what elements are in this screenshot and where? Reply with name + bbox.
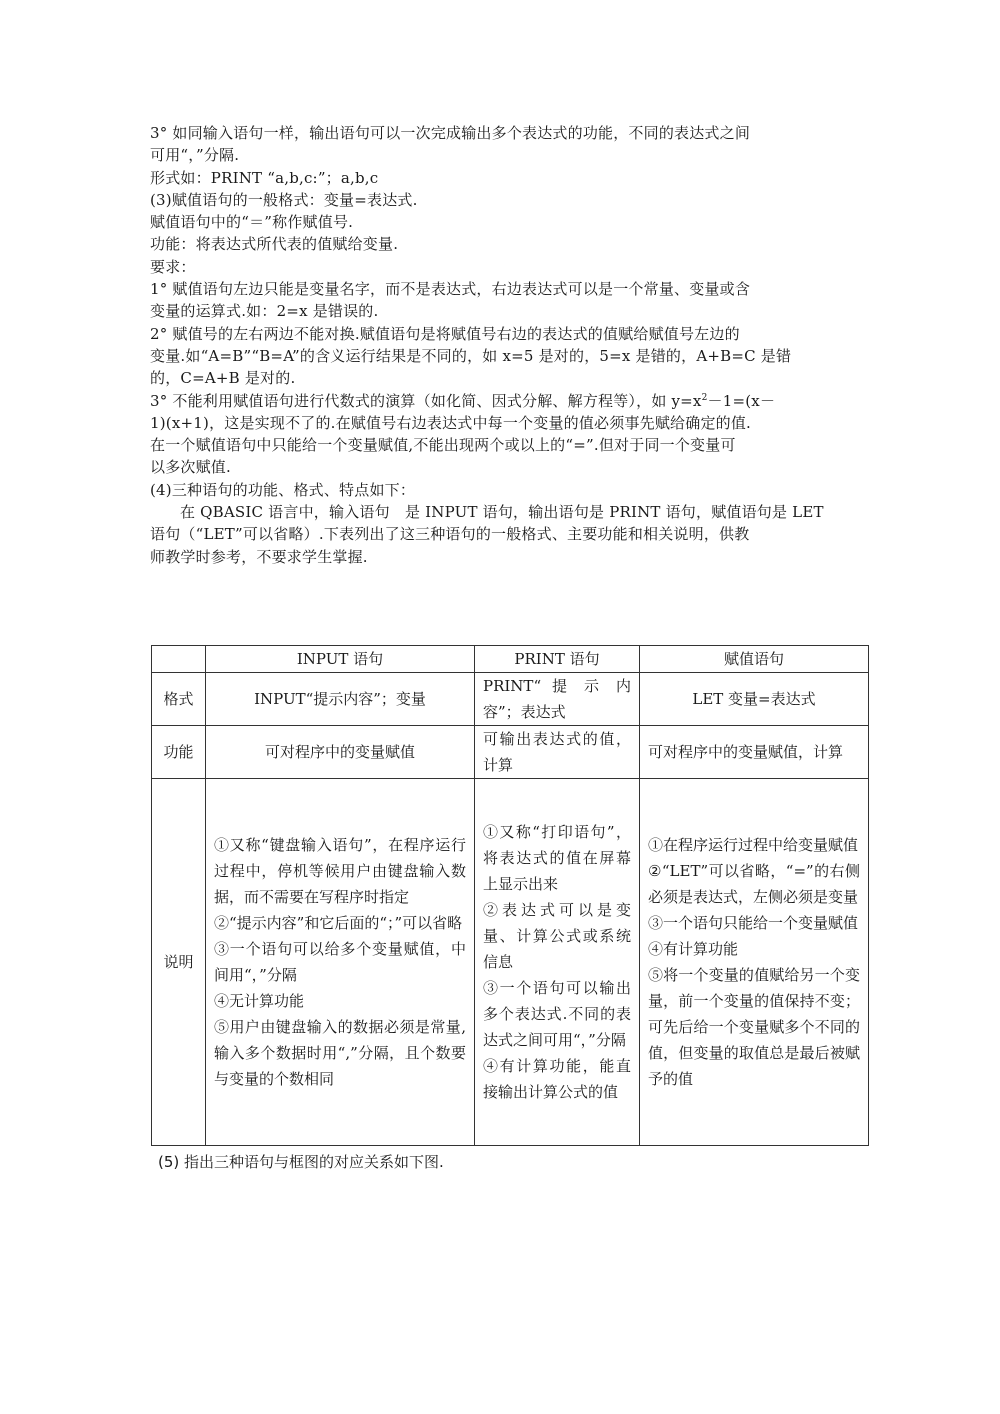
note-item: ①又称“键盘输入语句”，在程序运行过程中，停机等候用户由键盘输入数据，而不需要在写程序时指定 — [214, 836, 466, 906]
table-header-cell: PRINT 语句 — [475, 646, 640, 673]
table-row — [152, 726, 869, 779]
paragraph: 师教学时参考，不要求学生掌握. — [150, 547, 368, 566]
row-label: 功能 — [152, 726, 206, 779]
table-cell: PRINT“ 提 示 内容”；表达式 — [475, 673, 640, 726]
table-row — [152, 673, 869, 726]
superscript: 2 — [701, 392, 708, 403]
paragraph — [150, 390, 870, 412]
table-cell: 可输出表达式的值，计算 — [475, 726, 640, 779]
paragraph: 赋值语句中的“＝”称作赋值号. — [150, 213, 354, 232]
note-item: ④无计算功能 — [214, 992, 305, 1010]
row-label: 格式 — [152, 673, 206, 726]
paragraph: 变量的运算式.如：2=x 是错误的. — [150, 302, 379, 321]
table-cell — [640, 779, 869, 1146]
note-item: ②“提示内容”和它后面的“；”可以省略 — [214, 914, 463, 932]
table-cell: 可对程序中的变量赋值，计算 — [640, 726, 869, 779]
table-header-cell: 赋值语句 — [640, 646, 869, 673]
note-item: ①在程序运行过程中给变量赋值 — [648, 836, 859, 854]
paragraph: 3° 如同输入语句一样，输出语句可以一次完成输出多个表达式的功能，不同的表达式之间 — [150, 124, 751, 142]
paragraph: 的，C=A+B 是对的. — [150, 369, 296, 388]
text: －1=(x－ — [707, 391, 776, 410]
row-label: 说明 — [152, 779, 206, 1146]
document-body — [150, 122, 870, 568]
note-item: ⑤将一个变量的值赋给另一个变量，前一个变量的值保持不变；可先后给一个变量赋多个不同的值，但变量的取值总是最后被赋予的值 — [648, 966, 860, 1088]
paragraph: 2° 赋值号的左右两边不能对换.赋值语句是将赋值号右边的表达式的值赋给赋值号左边的 — [150, 324, 740, 343]
paragraph: 要求： — [150, 257, 196, 276]
table-cell — [475, 779, 640, 1146]
paragraph: 在一个赋值语句中只能给一个变量赋值,不能出现两个或以上的“=”.但对于同一个变量可 — [150, 436, 736, 455]
paragraph: 1)(x+1)，这是实现不了的.在赋值号右边表达式中每一个变量的值必须事先赋给确定的值. — [150, 413, 752, 432]
table-cell — [206, 779, 475, 1146]
table-cell: INPUT“提示内容”；变量 — [206, 673, 475, 726]
paragraph: 变量.如“A=B”“B=A”的含义运行结果是不同的，如 x=5 是对的，5=x 是错的，A+B=C 是错 — [150, 346, 792, 365]
table-header-row — [152, 646, 869, 673]
note-item: ④有计算功能 — [648, 940, 739, 958]
note-item: ①又称“打印语句”，将表达式的值在屏幕上显示出来 — [483, 823, 631, 893]
table-header-cell: INPUT 语句 — [206, 646, 475, 673]
note-item: ③一个语句可以给多个变量赋值，中间用“，”分隔 — [214, 940, 466, 984]
paragraph: 在 QBASIC 语言中，输入语句 是 INPUT 语句，输出语句是 PRINT 语句，赋值语句是 LET — [180, 503, 824, 522]
table-cell: 可对程序中的变量赋值 — [206, 726, 475, 779]
note-item: ②“LET”可以省略，“=”的右侧必须是表达式，左侧必须是变量 — [648, 862, 860, 906]
table-header-cell — [152, 646, 206, 673]
note-item: ②表达式可以是变量、计算公式或系统信息 — [483, 901, 631, 971]
table-row — [152, 779, 869, 1146]
section-heading: (3)赋值语句的一般格式：变量=表达式. — [150, 190, 418, 209]
paragraph: 1° 赋值语句左边只能是变量名字，而不是表达式，右边表达式可以是一个常量、变量或含 — [150, 280, 751, 299]
section-heading: (4)三种语句的功能、格式、特点如下： — [150, 480, 416, 499]
note-item: ③一个语句可以输出多个表达式.不同的表达式之间可用“，”分隔 — [483, 979, 631, 1049]
table-cell: LET 变量=表达式 — [640, 673, 869, 726]
note-item: ③一个语句只能给一个变量赋值 — [648, 914, 859, 932]
paragraph: (5) 指出三种语句与框图的对应关系如下图. — [158, 1153, 444, 1171]
paragraph: 以多次赋值. — [150, 458, 231, 477]
note-item: ⑤用户由键盘输入的数据必须是常量,输入多个数据时用“,”分隔，且个数要与变量的个数相同 — [214, 1018, 466, 1088]
paragraph: 形式如：PRINT “a,b,c:”；a,b,c — [150, 168, 379, 187]
text: 3° 不能利用赋值语句进行代数式的演算（如化简、因式分解、解方程等），如 y=x — [150, 391, 702, 410]
statements-table — [151, 645, 869, 1146]
paragraph: 可用“，”分隔. — [150, 146, 240, 165]
paragraph: 语句（“LET”可以省略）.下表列出了这三种语句的一般格式、主要功能和相关说明，供教 — [150, 525, 750, 544]
paragraph: 功能：将表达式所代表的值赋给变量. — [150, 235, 399, 254]
note-item: ④有计算功能，能直接输出计算公式的值 — [483, 1057, 631, 1101]
